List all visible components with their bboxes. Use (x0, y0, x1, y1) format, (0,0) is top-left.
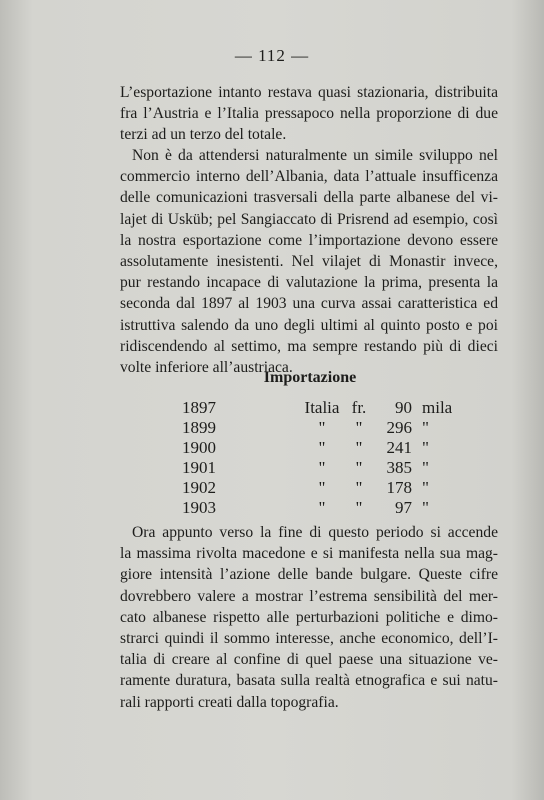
table-title: Importazione (263, 369, 357, 386)
text-line: lajet di Usküb; pel Sangiaccato di Prisrend ad esempio, così (120, 210, 498, 228)
unit-cell: " (355, 458, 363, 477)
country-cell: " (318, 478, 326, 497)
value-cell: 178 (386, 478, 412, 497)
year-cell: 1897 (182, 398, 216, 417)
magnitude-cell: " (422, 458, 429, 477)
import-table (182, 398, 462, 518)
text-line: istruttiva salendo da uno degli ultimi al quinto posto e poi (120, 316, 498, 334)
text-line: L’esportazione intanto restava quasi stazionaria, distribuita (120, 84, 498, 101)
unit-cell: " (355, 478, 363, 497)
year-cell: 1903 (182, 498, 216, 517)
year-cell: 1899 (182, 418, 216, 437)
unit-cell: fr. (351, 398, 367, 417)
text-line: la massima rivolta macedone e si manifesta nella sua mag- (120, 545, 498, 563)
table-row (182, 418, 462, 438)
year-cell: 1902 (182, 478, 216, 497)
text-line: pur restando incapace di valutazione la prima, presenta la (120, 274, 498, 292)
paragraph-2 (120, 145, 498, 378)
magnitude-cell: " (422, 418, 429, 437)
text-line: strarci quindi il sommo interesse, anche economico, dell’I- (120, 630, 498, 648)
country-cell: Italia (304, 398, 340, 417)
paragraph-3 (120, 522, 498, 713)
text-line: la nostra esportazione come l’importazione devono essere (120, 231, 498, 249)
text-line: ridiscendendo al settimo, ma sempre restando più di dieci (120, 337, 498, 355)
value-cell: 97 (395, 498, 412, 517)
text-line: talia di creare al confine di quel paese una situazione ve- (120, 651, 498, 669)
unit-cell: " (355, 438, 363, 457)
text-line: dovrebbero valere a mostrar l’estrema sensibilità del mer- (120, 587, 498, 605)
year-cell: 1900 (182, 438, 216, 457)
text-line: volte inferiore all’austriaca. (120, 359, 293, 377)
value-cell: 296 (386, 418, 412, 437)
unit-cell: " (355, 498, 363, 517)
country-cell: " (318, 498, 326, 517)
value-cell: 385 (386, 458, 412, 477)
country-cell: " (318, 418, 326, 437)
text-line: commercio interno dell’Albania, data l’attuale insufficenza (120, 168, 498, 186)
text-line: Ora appunto verso la fine di questo periodo si accende (132, 524, 498, 541)
text-line: assolutamente inesistenti. Nel vilajet di Monastir invece, (120, 253, 498, 271)
table-row (182, 498, 462, 518)
text-line: seconda dal 1897 al 1903 una curva assai caratteristica ed (120, 295, 498, 313)
text-line: fra l’Austria e l’Italia pressapoco nella proporzione di due (120, 105, 498, 123)
year-cell: 1901 (182, 458, 216, 477)
table-row (182, 398, 462, 418)
magnitude-cell: " (422, 438, 429, 457)
text-line: Non è da attendersi naturalmente un simile sviluppo nel (132, 147, 498, 164)
country-cell: " (318, 458, 326, 477)
text-line: ramente duratura, basata sulla realtà etnografica e sui natu- (120, 672, 498, 690)
value-cell: 241 (386, 438, 412, 457)
text-line: delle comunicazioni trasversali della parte albanese del vi- (120, 189, 498, 207)
text-line: rali rapporti creati dalla topografia. (120, 693, 339, 711)
table-row (182, 478, 462, 498)
table-row (182, 438, 462, 458)
country-cell: " (318, 438, 326, 457)
text-line: cato albanese rispetto alle perturbazioni politiche e dimo- (120, 608, 498, 626)
value-cell: 90 (395, 398, 412, 417)
magnitude-cell: mila (422, 398, 453, 417)
paragraph-1 (120, 82, 498, 146)
text-line: terzi ad un terzo del totale. (120, 126, 287, 144)
table-row (182, 458, 462, 478)
magnitude-cell: " (422, 498, 429, 517)
magnitude-cell: " (422, 478, 429, 497)
unit-cell: " (355, 418, 363, 437)
page-number: — 112 — (234, 46, 310, 65)
text-line: giore intensità l’azione delle bande bulgare. Queste cifre (120, 566, 498, 584)
